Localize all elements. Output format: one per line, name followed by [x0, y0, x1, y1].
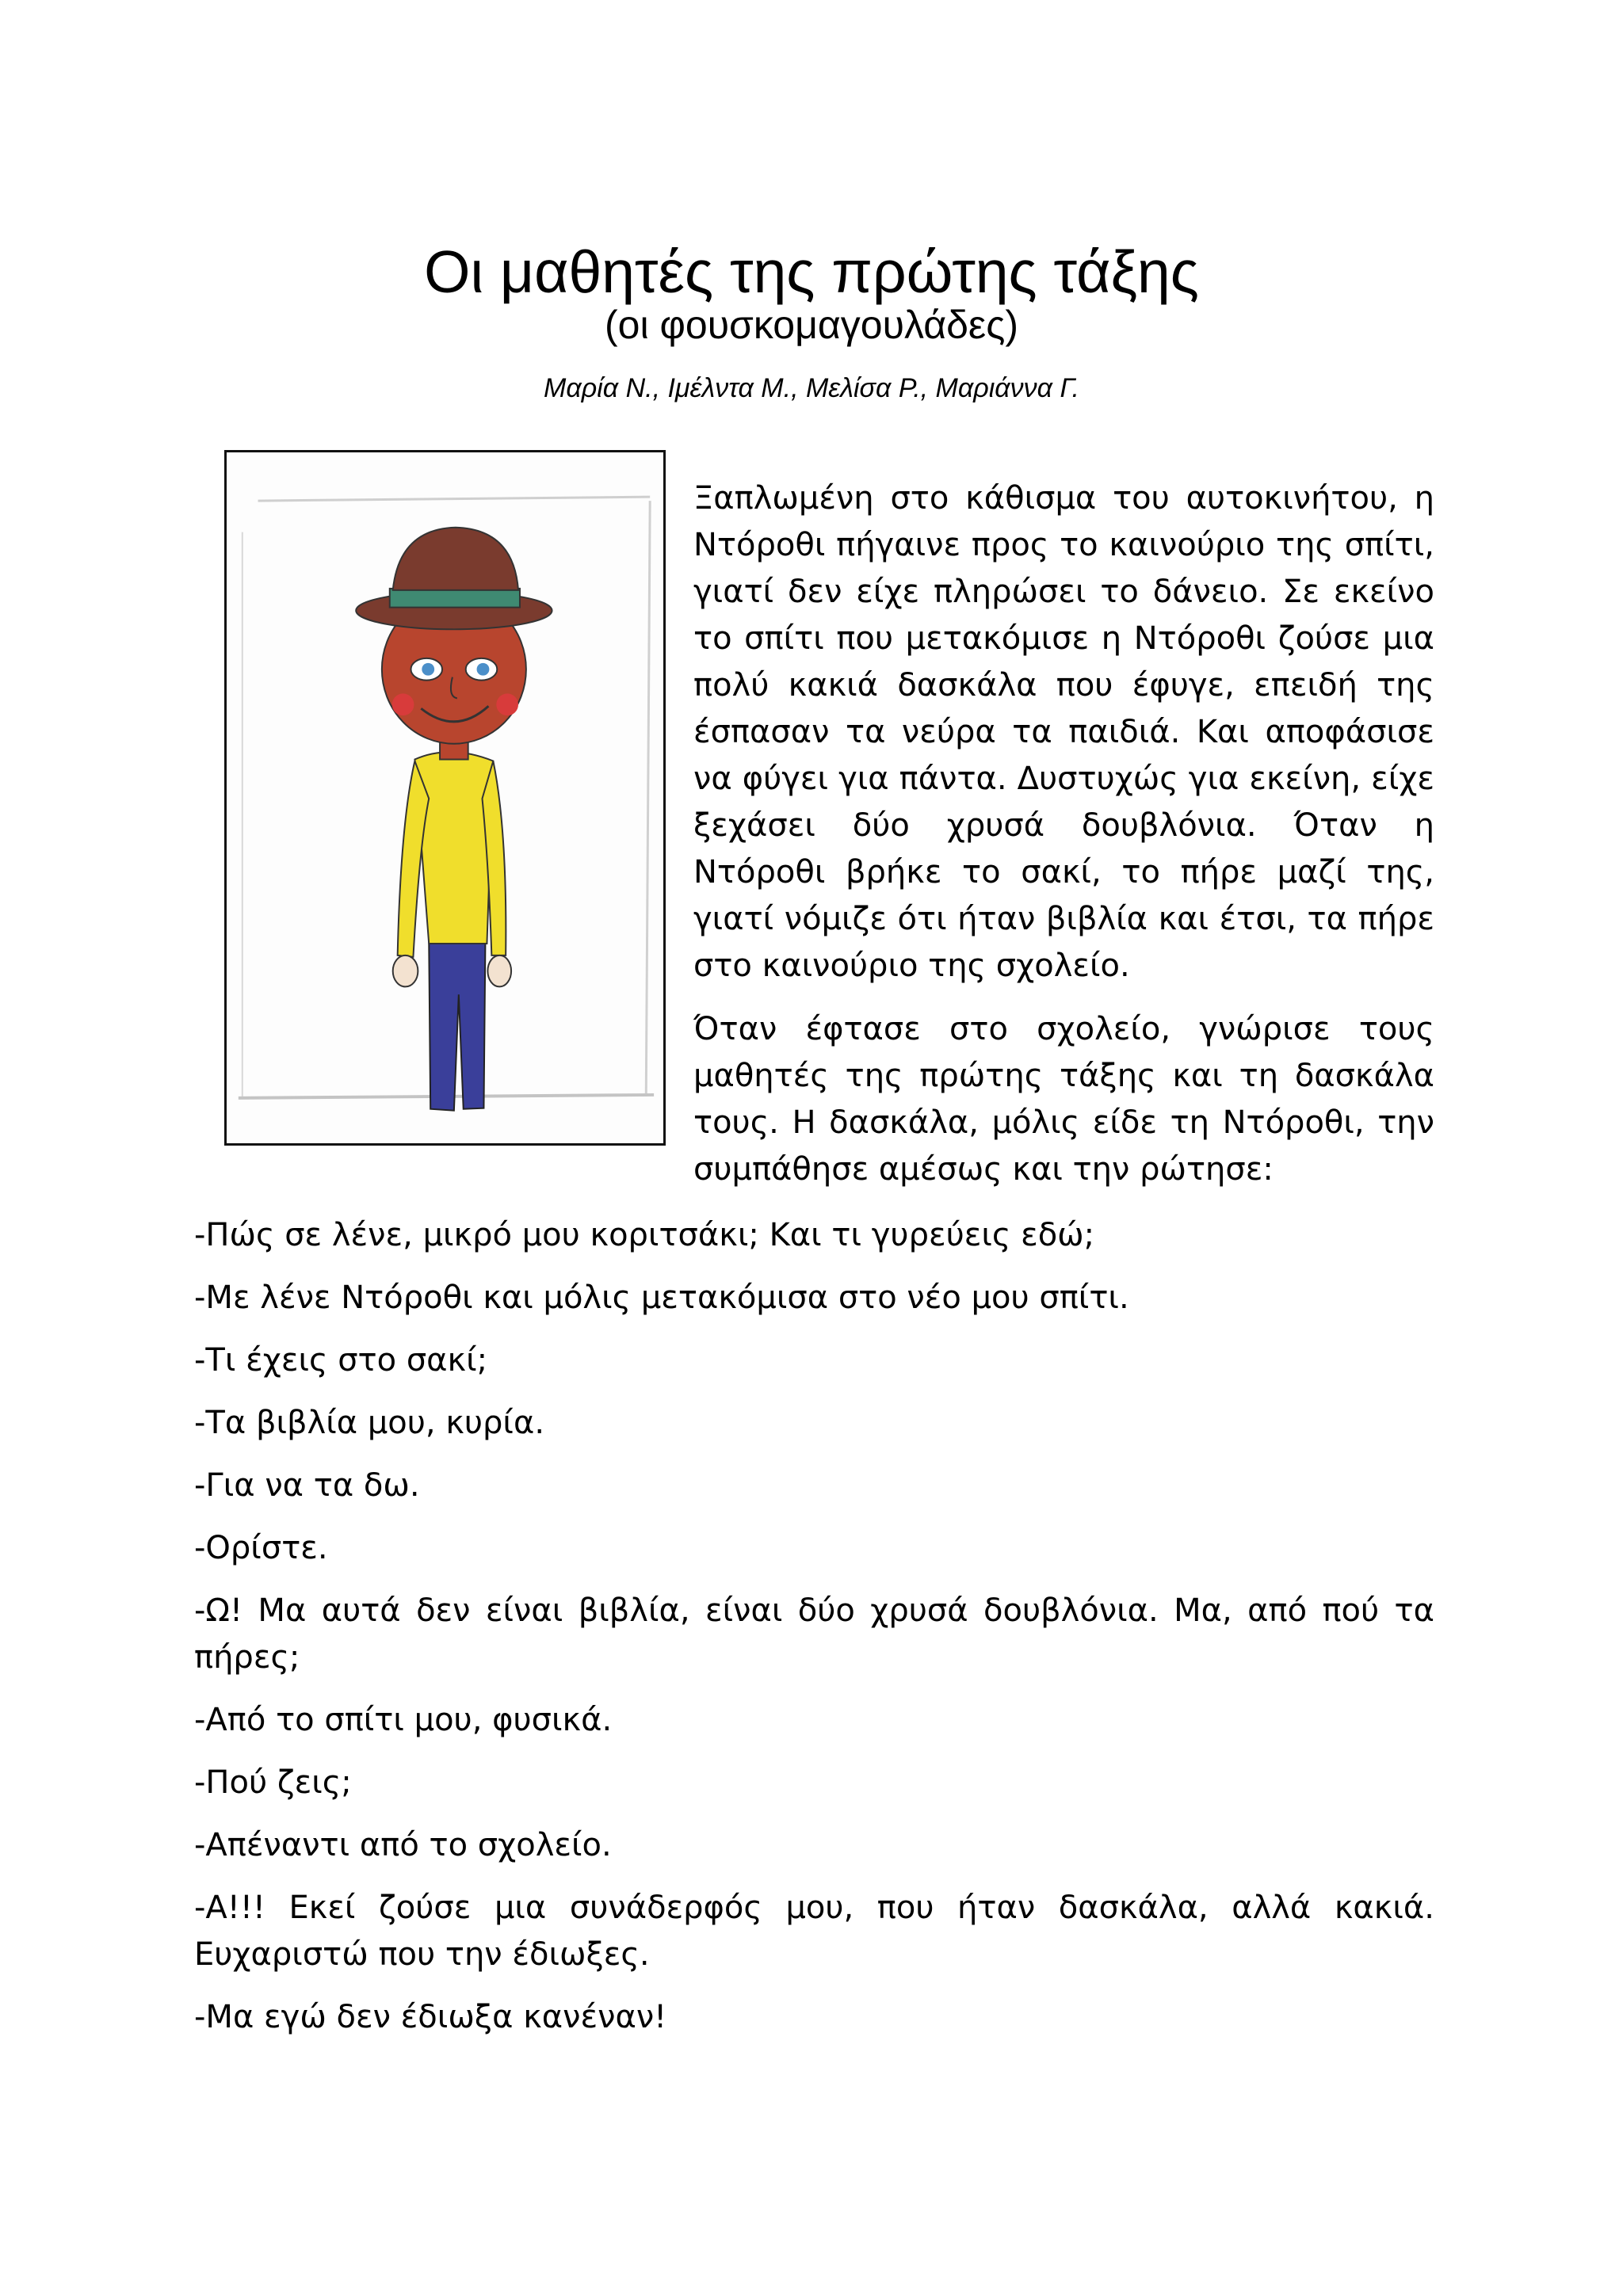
dialogue-line: -Πώς σε λένε, μικρό μου κοριτσάκι; Και τι γυρεύεις εδώ; — [194, 1217, 1095, 1253]
paragraph-1: Ξαπλωμένη στο κάθισμα του αυτοκινήτου, η Ντόροθι πήγαινε προς το καινούριο της σπίτι, γιατί δεν είχε πληρώσει το δάνειο. Σε εκείνο το σπίτι που μετακόμισε η Ντόροθι ζούσε μια πολύ κακιά δασκάλα που έφυγε, επειδή της έσπασαν τα νεύρα τα παιδιά. Και αποφάσισε να φύγει για πάντα. Δυστυχώς για εκείνη, είχε ξεχάσει δύο χρυσά δουβλόνια. Όταν η Ντόροθι βρήκε το σακί, το πήρε μαζί της, γιατί νόμιζε ότι ήταν βιβλία και έτσι, τα πήρε στο καινούριο της σχολείο. — [693, 480, 1434, 984]
child-drawing-boy-with-hat-icon — [227, 452, 663, 1143]
page-subtitle: (οι φουσκομαγουλάδες) — [605, 303, 1018, 347]
dialogue-line: -Με λένε Ντόροθι και μόλις μετακόμισα στο νέο μου σπίτι. — [194, 1280, 1129, 1316]
dialogue-line: -Μα εγώ δεν έδιωξα κανέναν! — [194, 1999, 667, 2035]
dialogue-line: -Για να τα δω. — [194, 1467, 420, 1504]
page-title: Οι μαθητές της πρώτης τάξης — [424, 238, 1199, 305]
illustration-frame — [224, 450, 666, 1146]
dialogue-line: -Από το σπίτι μου, φυσικά. — [194, 1702, 613, 1738]
dialogue-line: -Ορίστε. — [194, 1530, 328, 1566]
dialogue-block — [194, 1212, 1434, 2057]
dialogue-line: -Απέναντι από το σχολείο. — [194, 1827, 612, 1863]
authors-line: Μαρία Ν., Ιμέλντα Μ., Μελίσα Ρ., Μαριάννα Γ. — [544, 373, 1079, 403]
dialogue-line: -Τι έχεις στο σακί; — [194, 1342, 488, 1379]
dialogue-line: -Ω! Μα αυτά δεν είναι βιβλία, είναι δύο χρυσά δουβλόνια. Μα, από πού τα πήρες; — [194, 1592, 1434, 1676]
paragraph-2: Όταν έφτασε στο σχολείο, γνώρισε τους μαθητές της πρώτης τάξης και τη δασκάλα τους. Η δασκάλα, μόλις είδε τη Ντόροθι, την συμπάθησε αμέσως και την ρώτησε: — [693, 1011, 1434, 1188]
dialogue-line: -Α!!! Εκεί ζούσε μια συνάδερφός μου, που ήταν δασκάλα, αλλά κακιά. Ευχαριστώ που την έδιωξες. — [194, 1890, 1434, 1973]
dialogue-line: -Πού ζεις; — [194, 1764, 352, 1801]
dialogue-line: -Τα βιβλία μου, κυρία. — [194, 1405, 545, 1441]
